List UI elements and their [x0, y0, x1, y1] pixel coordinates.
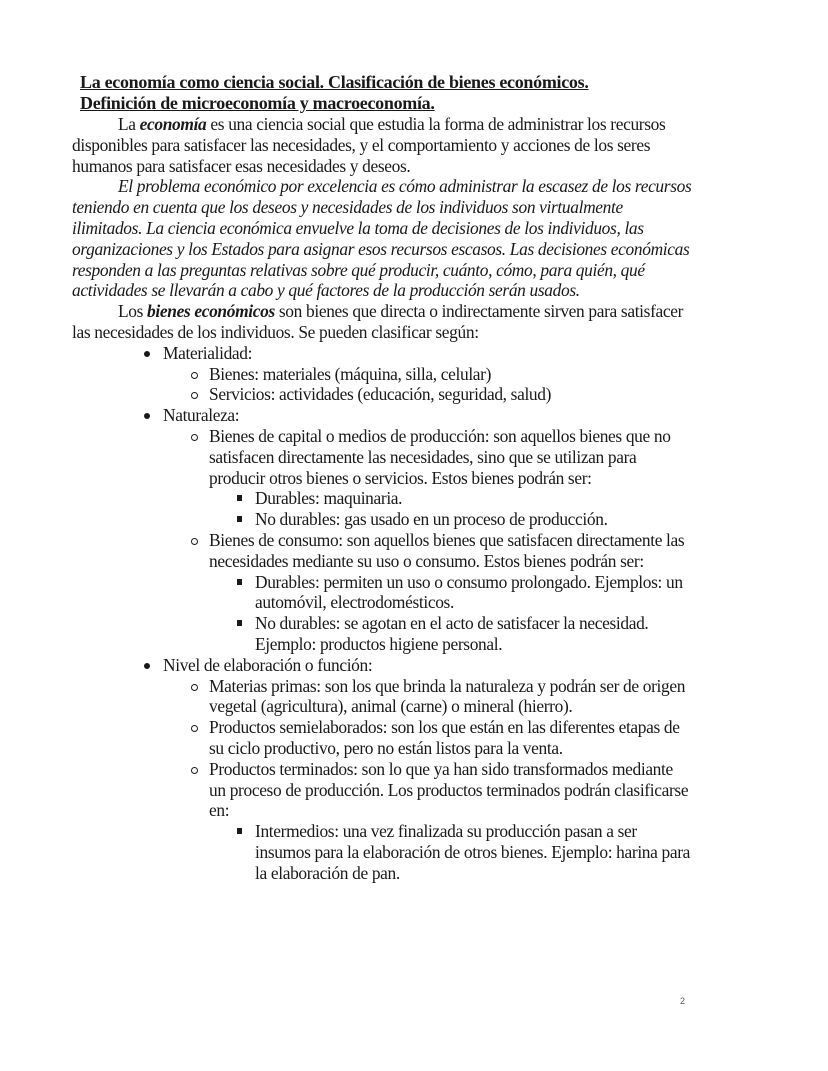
list-item-productos-semielaborados: [163, 717, 692, 759]
list-item-text: Productos semielaborados: son los que están en las diferentes etapas de su ciclo productivo, pero no están listos para la venta.: [209, 717, 680, 758]
sublist-bienes-de-consumo: [209, 572, 692, 655]
paragraph-problema-economico: El problema económico por excelencia es cómo administrar la escasez de los recursos teniendo en cuenta que los deseos y necesidades de los individuos son virtualmente ilimitados. La ciencia económica envuelve la toma de decisiones de los individuos, las organizaciones y los Estados para asignar esos recursos escasos. Las decisiones económicas responden a las preguntas relativas sobre qué producir, cuánto, cómo, para quién, qué actividades se llevarán a cabo y qué factores de la producción serán usados.: [72, 176, 692, 301]
heading-line-2: Definición de microeconomía y macroeconomía.: [80, 93, 435, 113]
list-item-label: Materialidad:: [163, 342, 253, 363]
list-item-label: Naturaleza:: [163, 405, 240, 426]
sublist-nivel-de-elaboracion: [163, 676, 692, 884]
sublist-productos-terminados: [209, 821, 692, 883]
list-item-text: Bienes: materiales (máquina, silla, celular): [209, 363, 492, 384]
section-heading: [80, 72, 700, 114]
list-item: [209, 613, 692, 655]
list-item: [163, 364, 692, 385]
list-item: [163, 384, 692, 405]
list-item-naturaleza: [72, 405, 692, 655]
document-body: [72, 114, 692, 883]
classification-list: [72, 343, 692, 884]
list-item-text: Intermedios: una vez finalizada su producción pasan a ser insumos para la elaboración de otros bienes. Ejemplo: harina para la elaboración de pan.: [255, 821, 691, 883]
list-item-text: Durables: maquinaria.: [255, 488, 403, 509]
list-item-materias-primas: [163, 676, 692, 718]
term-bienes-economicos: bienes económicos: [147, 301, 275, 322]
list-item-text: No durables: se agotan en el acto de satisfacer la necesidad. Ejemplo: productos higiene personal.: [255, 613, 649, 654]
list-item-text: Bienes de capital o medios de producción: son aquellos bienes que no satisfacen directamente las necesidades, sino que se utilizan para producir otros bienes o servicios. Estos bienes podrán ser:: [209, 425, 671, 488]
paragraph-text: La: [118, 114, 140, 134]
paragraph-text: Los: [118, 301, 148, 322]
sublist-bienes-de-capital: [209, 488, 692, 530]
list-item-nivel-de-elaboracion: [72, 655, 692, 884]
paragraph-economia: [72, 114, 692, 176]
paragraph-text: es una ciencia social que estudia la forma de administrar los recursos disponibles para satisfacer las necesidades, y el comportamiento y acciones de los seres humanos para satisfacer esas necesidades y deseos.: [72, 114, 666, 176]
list-item-text: Bienes de consumo: son aquellos bienes que satisfacen directamente las necesidades mediante su uso o consumo. Estos bienes podrán ser:: [209, 529, 685, 571]
list-item-productos-terminados: [163, 759, 692, 884]
list-item: [209, 488, 692, 509]
list-item: [209, 509, 692, 530]
page-number: 2: [680, 996, 686, 1006]
list-item-text: Servicios: actividades (educación, seguridad, salud): [209, 384, 552, 405]
sublist-naturaleza: [163, 426, 692, 655]
paragraph-bienes-economicos: [72, 301, 692, 343]
list-item-bienes-de-capital: [163, 426, 692, 530]
list-item: [209, 572, 692, 614]
list-item-label: Nivel de elaboración o función:: [163, 654, 373, 675]
list-item-text: Materias primas: son los que brinda la naturaleza y podrán ser de origen vegetal (agricultura), animal (carne) o mineral (hierro).: [209, 675, 686, 717]
term-economia: economía: [139, 114, 207, 134]
heading-line-1: La economía como ciencia social. Clasificación de bienes económicos.: [80, 72, 589, 92]
sublist-materialidad: [163, 364, 692, 406]
list-item-text: Productos terminados: son lo que ya han sido transformados mediante un proceso de producción. Los productos terminados podrán clasificarse en:: [209, 758, 689, 821]
list-item-text: Durables: permiten un uso o consumo prolongado. Ejemplos: un automóvil, electrodomésticos.: [255, 571, 683, 613]
list-item-text: No durables: gas usado en un proceso de producción.: [255, 509, 608, 530]
paragraph-text: son bienes que directa o indirectamente sirven para satisfacer las necesidades de los individuos. Se pueden clasificar según:: [72, 301, 684, 342]
list-item-materialidad: [72, 343, 692, 405]
list-item: [209, 821, 692, 883]
list-item-bienes-de-consumo: [163, 530, 692, 655]
